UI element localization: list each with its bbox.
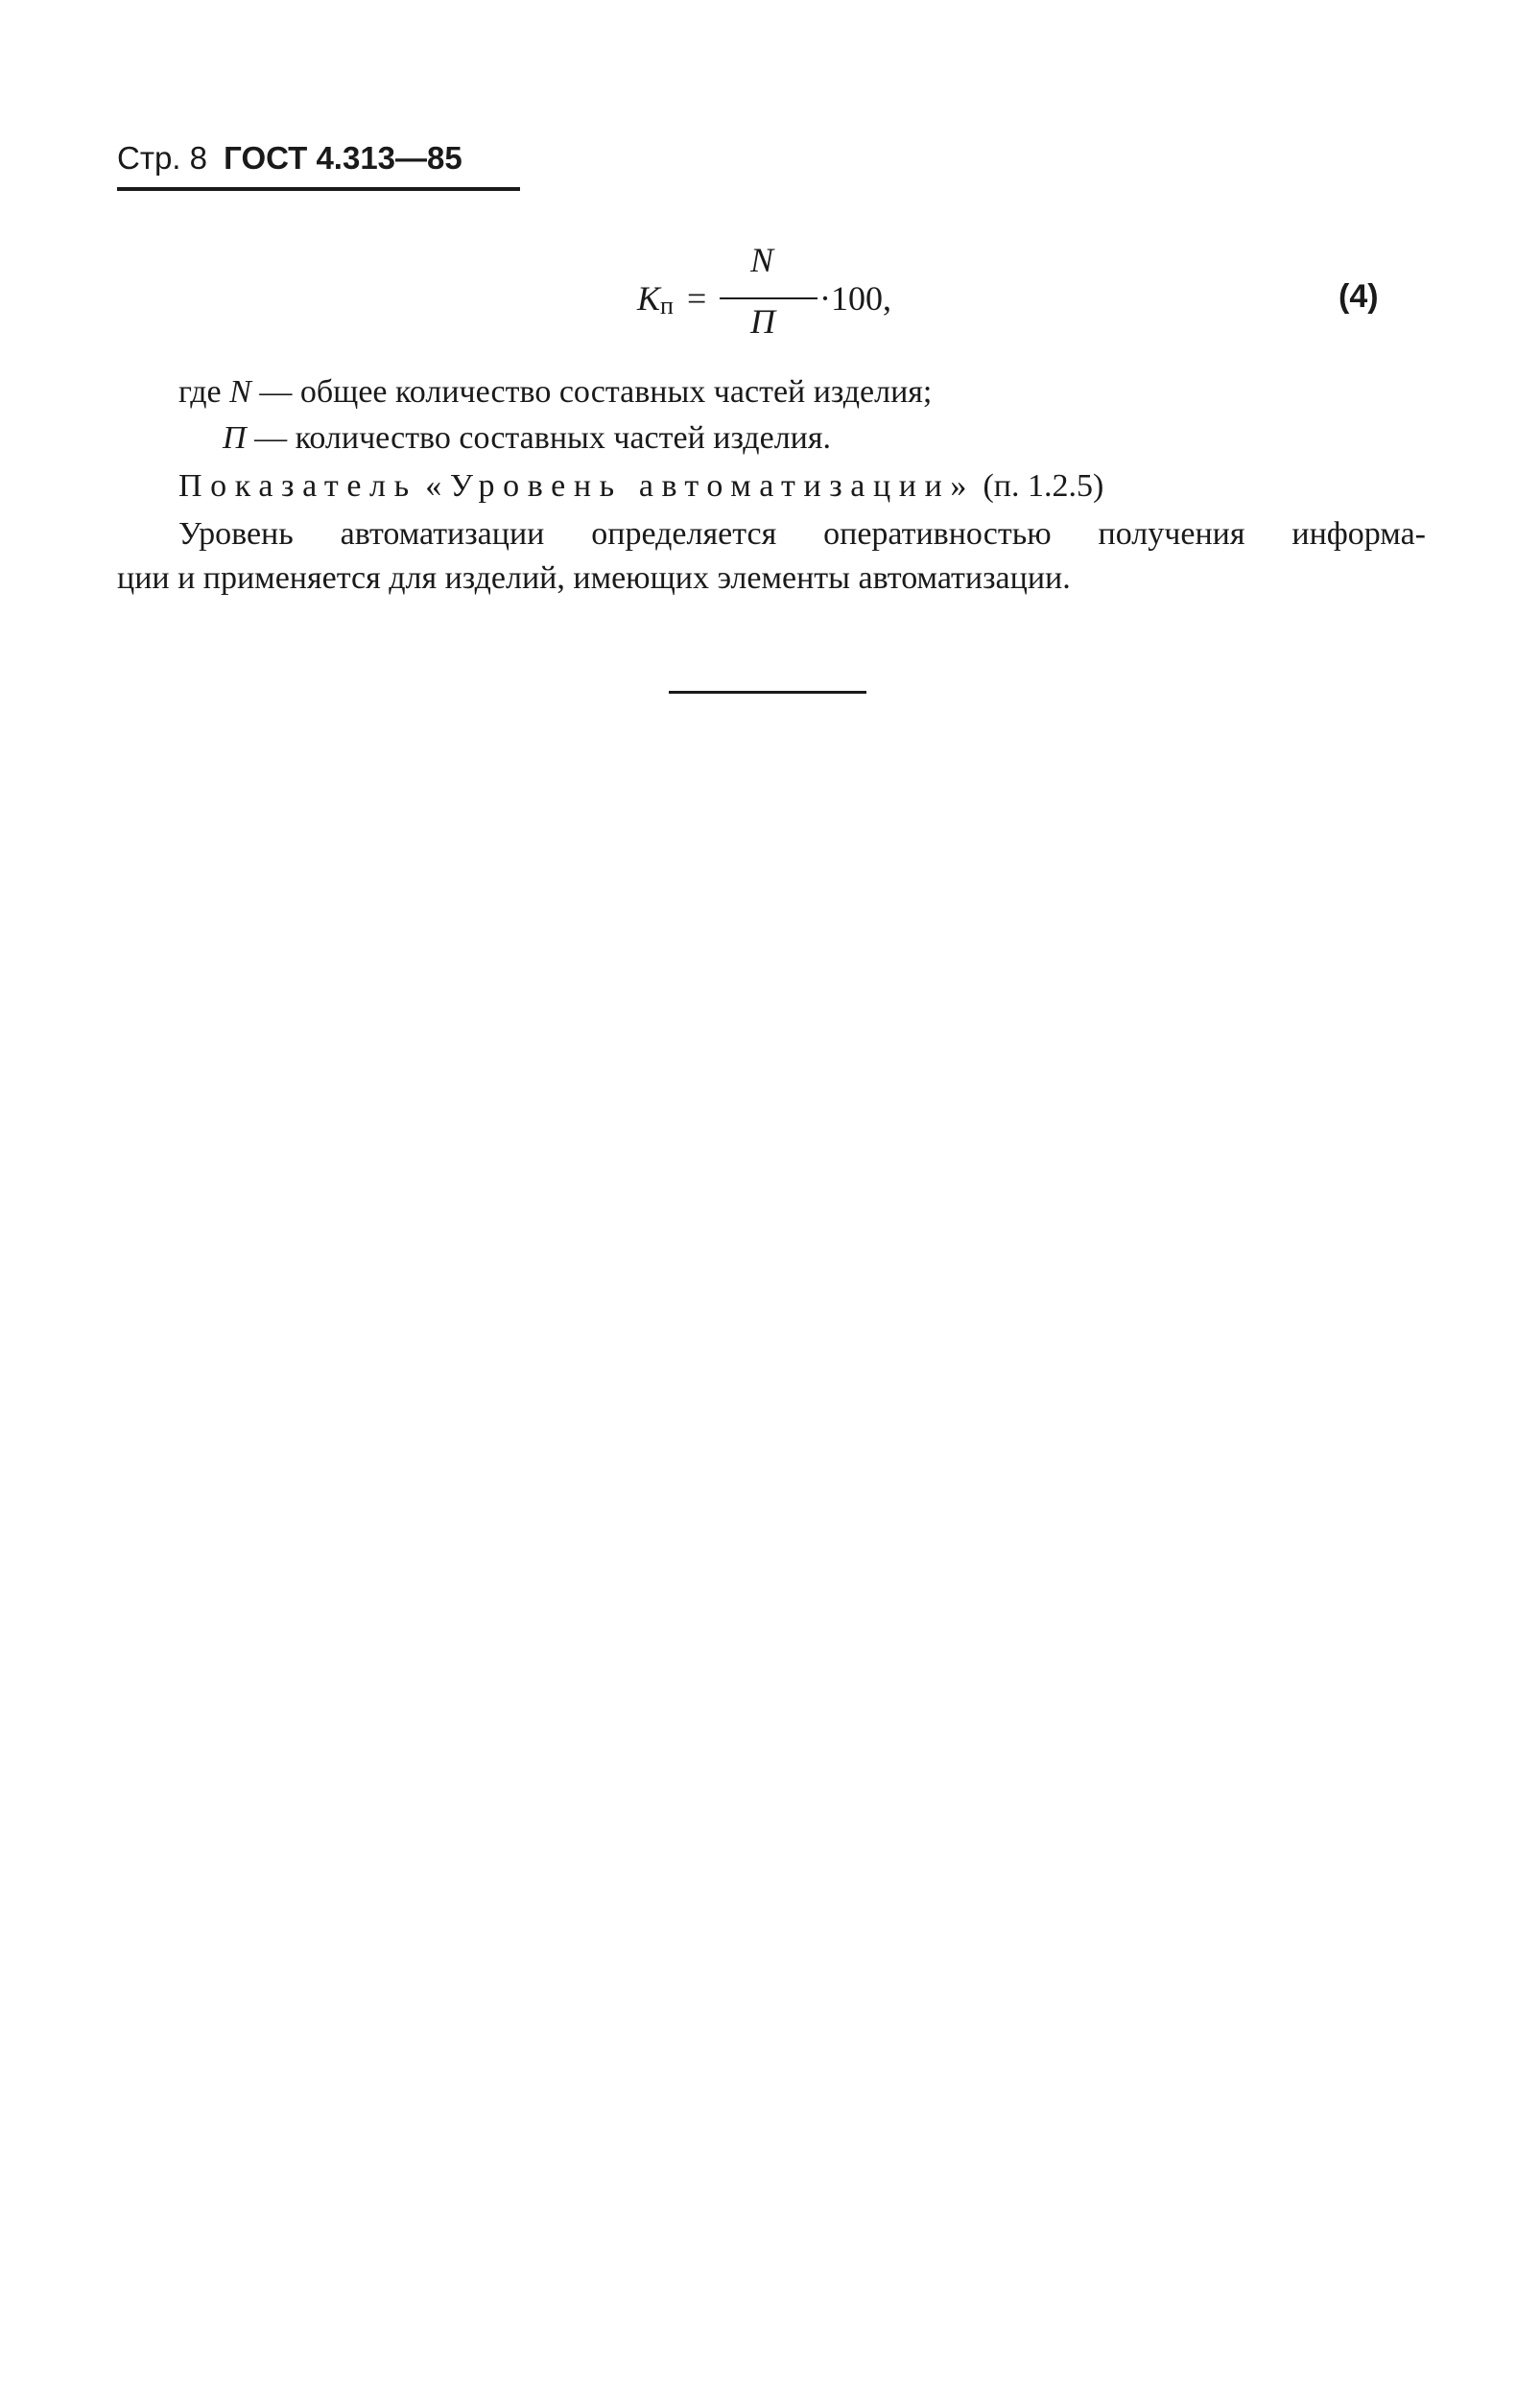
formula-lhs (637, 278, 674, 320)
formula-lhs-symbol: K (637, 279, 661, 318)
formula-lhs-subscript: п (660, 292, 674, 320)
fraction-bar (720, 297, 817, 299)
paragraph-line-2: ции и применяется для изделий, имеющих элементы автоматизации. (117, 560, 1071, 596)
definition-symbol: N (229, 374, 251, 410)
end-rule (669, 691, 866, 694)
formula-multiplier: ·100, (819, 279, 891, 318)
standard-code: ГОСТ 4.313—85 (224, 140, 462, 176)
section-name: «Уровень автоматизации» (425, 468, 975, 504)
definition-n (178, 376, 932, 409)
definition-symbol: П (223, 420, 247, 456)
section-heading (178, 470, 1103, 503)
page-number-label: Стр. 8 (117, 140, 207, 176)
definition-text: — общее количество составных частей изделия; (250, 374, 933, 410)
formula-equals: = (687, 279, 707, 318)
definition-text: — количество составных частей изделия. (246, 420, 831, 456)
definition-p (223, 422, 831, 455)
definition-prefix: где (178, 374, 230, 410)
section-ref: (п. 1.2.5) (983, 468, 1104, 504)
formula-number: (4) (1339, 278, 1379, 315)
page-header (117, 142, 462, 174)
formula-denominator: П (750, 302, 775, 341)
formula-4 (633, 240, 940, 345)
section-label: Показатель (178, 468, 417, 504)
paragraph-line-1: Уровень автоматизации определяется оперативностью получения информа- (178, 516, 1426, 552)
formula-numerator: N (750, 241, 774, 279)
header-rule (117, 187, 520, 191)
